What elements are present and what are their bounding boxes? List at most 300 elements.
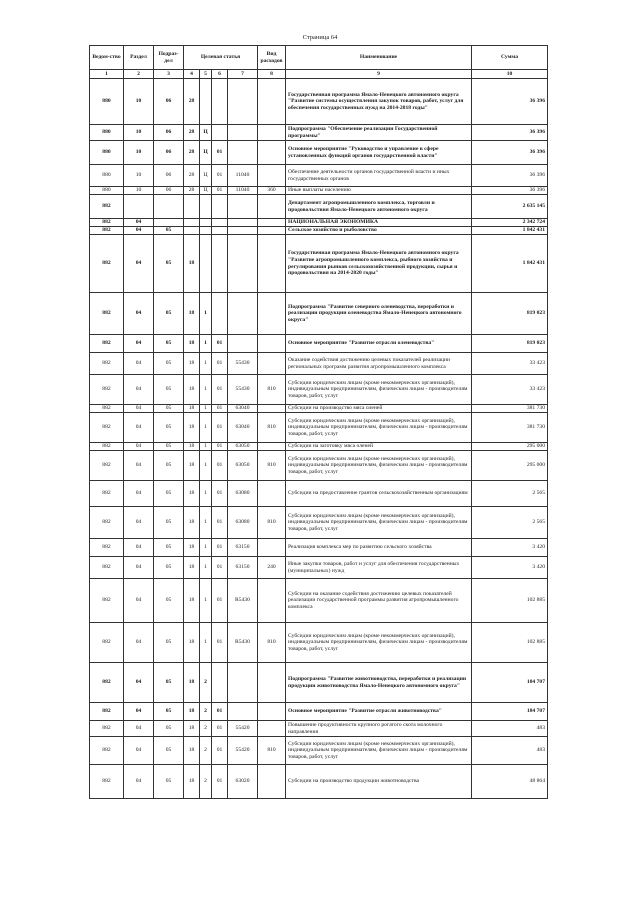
razdel-cell: 04 [124,663,154,703]
direction-cell: R5430 [228,623,258,663]
direction-cell: R5430 [228,579,258,623]
name-cell: Основное мероприятие "Развитие отрасли оленеводства" [286,335,472,353]
vid-cell [258,165,286,187]
event-cell: 01 [212,721,228,737]
event-cell: 01 [212,737,228,765]
program-cell: 18 [184,443,200,451]
table-row [90,443,548,451]
podrazdel-cell: 05 [154,375,184,405]
razdel-cell: 04 [124,557,154,579]
razdel-cell: 04 [124,443,154,451]
program-cell: 18 [184,353,200,375]
podrazdel-cell: 05 [154,227,184,235]
table-row [90,219,548,227]
direction-cell: 11040 [228,187,258,195]
ved-cell: 882 [90,405,124,413]
sum-cell: 33 423 [472,375,548,405]
sum-cell: 2 635 145 [472,195,548,219]
program-cell [184,219,200,227]
sum-cell: 381 730 [472,405,548,413]
podrazdel-cell: 05 [154,765,184,799]
table-row [90,293,548,335]
event-cell: 01 [212,405,228,413]
ved-cell: 882 [90,481,124,507]
column-index-cell: 6 [212,70,228,79]
page-number: Страница 64 [302,34,338,41]
razdel-cell: 04 [124,451,154,481]
ved-cell: 882 [90,539,124,557]
event-cell: 01 [212,623,228,663]
name-cell: Основное мероприятие "Развитие отрасли животноводства" [286,703,472,721]
direction-cell [228,703,258,721]
ved-cell: 882 [90,293,124,335]
event-cell: 01 [212,507,228,539]
table-row [90,195,548,219]
podrazdel-cell: 05 [154,721,184,737]
event-cell: 01 [212,443,228,451]
razdel-cell: 04 [124,765,154,799]
subprogram-cell: 2 [200,663,212,703]
podrazdel-cell: 05 [154,481,184,507]
direction-cell: 63080 [228,507,258,539]
sum-cell: 819 023 [472,335,548,353]
subprogram-cell: 2 [200,703,212,721]
sum-cell: 102 885 [472,623,548,663]
program-cell: 18 [184,481,200,507]
sum-cell: 184 707 [472,703,548,721]
direction-cell: 55430 [228,375,258,405]
podrazdel-cell: 05 [154,663,184,703]
vid-cell [258,227,286,235]
razdel-cell: 04 [124,539,154,557]
direction-cell: 63080 [228,481,258,507]
podrazdel-cell: 06 [154,187,184,195]
ved-cell: 880 [90,79,124,125]
direction-cell: 63150 [228,539,258,557]
razdel-cell: 04 [124,293,154,335]
vid-cell [258,539,286,557]
sum-cell: 184 707 [472,663,548,703]
name-cell: Субсидии юридическим лицам (кроме некоммерческих организаций), индивидуальным предпринимателям, физическим лицам - производителям товаров, работ, услуг [286,507,472,539]
vid-cell: 810 [258,451,286,481]
event-cell [212,219,228,227]
header-vid-raskhodov: Вид расходов [258,46,286,70]
program-cell [184,227,200,235]
column-index-cell: 10 [472,70,548,79]
sum-cell: 483 [472,737,548,765]
razdel-cell: 04 [124,703,154,721]
subprogram-cell: 1 [200,481,212,507]
program-cell: 28 [184,165,200,187]
podrazdel-cell: 05 [154,579,184,623]
razdel-cell: 10 [124,187,154,195]
name-cell: Иные выплаты населению [286,187,472,195]
subprogram-cell: 2 [200,721,212,737]
vid-cell [258,219,286,227]
program-cell: 28 [184,125,200,141]
event-cell [212,195,228,219]
ved-cell: 882 [90,443,124,451]
ved-cell: 882 [90,579,124,623]
event-cell [212,235,228,293]
program-cell: 18 [184,721,200,737]
name-cell: Субсидии на предоставление грантов сельскохозяйственным организациям [286,481,472,507]
podrazdel-cell: 05 [154,413,184,443]
event-cell [212,125,228,141]
name-cell: Оказание содействия достижению целевых показателей реализации региональных программ развития агропромышленного комплекса [286,353,472,375]
event-cell: 01 [212,187,228,195]
vid-cell [258,481,286,507]
sum-cell: 295 000 [472,451,548,481]
vid-cell [258,579,286,623]
vid-cell [258,443,286,451]
program-cell: 18 [184,737,200,765]
subprogram-cell: 1 [200,579,212,623]
name-cell: Обеспечение деятельности органов государственной власти и иных государственных органов [286,165,472,187]
podrazdel-cell: 05 [154,443,184,451]
subprogram-cell: Ц [200,187,212,195]
razdel-cell: 04 [124,507,154,539]
name-cell: Субсидии на производство продукции животноводства [286,765,472,799]
program-cell: 18 [184,765,200,799]
event-cell: 01 [212,539,228,557]
ved-cell: 880 [90,187,124,195]
table-row [90,557,548,579]
razdel-cell: 04 [124,353,154,375]
sum-cell: 36 396 [472,125,548,141]
program-cell: 18 [184,451,200,481]
sum-cell: 295 000 [472,443,548,451]
column-index-cell: 1 [90,70,124,79]
direction-cell [228,79,258,125]
direction-cell [228,125,258,141]
program-cell: 18 [184,375,200,405]
ved-cell: 882 [90,413,124,443]
razdel-cell: 04 [124,375,154,405]
subprogram-cell [200,219,212,227]
event-cell [212,79,228,125]
name-cell: Субсидии на производство мяса оленей [286,405,472,413]
ved-cell: 882 [90,219,124,227]
table-row [90,721,548,737]
column-index-cell: 3 [154,70,184,79]
event-cell: 01 [212,165,228,187]
name-cell: Субсидии на заготовку мяса оленей [286,443,472,451]
header-vedomstvo: Ведом-ство [90,46,124,70]
podrazdel-cell: 05 [154,737,184,765]
podrazdel-cell: 05 [154,623,184,663]
event-cell: 01 [212,579,228,623]
event-cell: 01 [212,353,228,375]
razdel-cell: 10 [124,79,154,125]
podrazdel-cell: 05 [154,703,184,721]
event-cell [212,663,228,703]
podrazdel-cell: 05 [154,235,184,293]
event-cell: 01 [212,141,228,165]
name-cell: Субсидии юридическим лицам (кроме некоммерческих организаций), индивидуальным предпринимателям, физическим лицам - производителям товаров, работ, услуг [286,375,472,405]
vid-cell [258,235,286,293]
subprogram-cell: 1 [200,539,212,557]
table-row [90,353,548,375]
table-row [90,165,548,187]
column-index-cell: 4 [184,70,200,79]
program-cell: 28 [184,141,200,165]
direction-cell: 55430 [228,353,258,375]
event-cell: 01 [212,413,228,443]
table-row [90,227,548,235]
subprogram-cell: 1 [200,405,212,413]
event-cell: 01 [212,451,228,481]
sum-cell: 36 396 [472,79,548,125]
podrazdel-cell: 05 [154,405,184,413]
event-cell [212,227,228,235]
vid-cell: 810 [258,507,286,539]
table-row [90,335,548,353]
subprogram-cell [200,195,212,219]
ved-cell: 882 [90,623,124,663]
program-cell: 18 [184,703,200,721]
header-naimenovanie: Наименование [286,46,472,70]
column-index-cell: 9 [286,70,472,79]
podrazdel-cell: 06 [154,125,184,141]
table-body [90,79,548,799]
program-cell: 18 [184,623,200,663]
table-row [90,703,548,721]
table-row [90,481,548,507]
razdel-cell: 04 [124,623,154,663]
table-row [90,623,548,663]
vid-cell [258,765,286,799]
ved-cell: 880 [90,125,124,141]
name-cell: Государственная программа Ямало-Ненецкого автономного округа "Развитие системы осуществления закупок товаров, работ, услуг для обеспечения государственных нужд на 2014-2018 годы" [286,79,472,125]
column-index-cell: 8 [258,70,286,79]
table-row [90,187,548,195]
subprogram-cell [200,227,212,235]
ved-cell: 880 [90,141,124,165]
direction-cell [228,335,258,353]
vid-cell [258,293,286,335]
vid-cell [258,353,286,375]
name-cell: Сельское хозяйство и рыболовство [286,227,472,235]
program-cell: 18 [184,335,200,353]
column-index-cell: 5 [200,70,212,79]
vid-cell [258,141,286,165]
program-cell: 18 [184,235,200,293]
subprogram-cell: Ц [200,165,212,187]
subprogram-cell: 2 [200,737,212,765]
direction-cell: 63050 [228,443,258,451]
table-row [90,141,548,165]
sum-cell: 1 842 431 [472,227,548,235]
sum-cell: 36 396 [472,141,548,165]
subprogram-cell: Ц [200,141,212,165]
event-cell: 01 [212,703,228,721]
header-podrazdel: Подраз-дел [154,46,184,70]
column-index-cell: 7 [228,70,258,79]
direction-cell [228,663,258,703]
table-row [90,413,548,443]
sum-cell: 819 023 [472,293,548,335]
sum-cell: 2 565 [472,507,548,539]
razdel-cell [124,195,154,219]
vid-cell: 810 [258,737,286,765]
name-cell: Иные закупки товаров, работ и услуг для обеспечения государственных (муниципальных) нужд [286,557,472,579]
sum-cell: 483 [472,721,548,737]
ved-cell: 882 [90,353,124,375]
podrazdel-cell: 05 [154,507,184,539]
direction-cell [228,141,258,165]
ved-cell: 882 [90,703,124,721]
table-row [90,737,548,765]
table-row [90,125,548,141]
sum-cell: 3 420 [472,539,548,557]
name-cell: Повышение продуктивности крупного рогатого скота молочного направления [286,721,472,737]
podrazdel-cell: 05 [154,353,184,375]
ved-cell: 882 [90,557,124,579]
subprogram-cell: 1 [200,557,212,579]
name-cell: НАЦИОНАЛЬНАЯ ЭКОНОМИКА [286,219,472,227]
header-summa: Сумма [472,46,548,70]
razdel-cell: 04 [124,579,154,623]
podrazdel-cell: 05 [154,293,184,335]
name-cell: Субсидии юридическим лицам (кроме некоммерческих организаций), индивидуальным предпринимателям, физическим лицам - производителям товаров, работ, услуг [286,451,472,481]
sum-cell: 36 396 [472,165,548,187]
event-cell: 01 [212,557,228,579]
name-cell: Субсидии на оказание содействия достижению целевых показателей реализации государственной программы развития агропромышленного комплекса [286,579,472,623]
table-row [90,375,548,405]
subprogram-cell: 1 [200,451,212,481]
program-cell [184,195,200,219]
ved-cell: 882 [90,737,124,765]
ved-cell: 882 [90,507,124,539]
column-index-row [90,70,548,79]
razdel-cell: 04 [124,405,154,413]
table-row [90,235,548,293]
podrazdel-cell: 05 [154,335,184,353]
table-row [90,507,548,539]
program-cell: 18 [184,579,200,623]
subprogram-cell [200,79,212,125]
ved-cell: 882 [90,451,124,481]
direction-cell [228,293,258,335]
podrazdel-cell: 06 [154,79,184,125]
ved-cell: 882 [90,195,124,219]
sum-cell: 36 396 [472,187,548,195]
ved-cell: 882 [90,235,124,293]
podrazdel-cell [154,219,184,227]
razdel-cell: 04 [124,335,154,353]
subprogram-cell [200,235,212,293]
column-index-cell: 2 [124,70,154,79]
subprogram-cell: Ц [200,125,212,141]
ved-cell: 882 [90,227,124,235]
razdel-cell: 04 [124,737,154,765]
razdel-cell: 04 [124,235,154,293]
program-cell: 18 [184,663,200,703]
program-cell: 18 [184,539,200,557]
name-cell: Реализация комплекса мер по развитию сельского хозяйства [286,539,472,557]
vid-cell: 240 [258,557,286,579]
table-row [90,663,548,703]
sum-cell: 381 730 [472,413,548,443]
direction-cell: 11040 [228,165,258,187]
razdel-cell: 04 [124,219,154,227]
podrazdel-cell [154,195,184,219]
razdel-cell: 04 [124,481,154,507]
program-cell: 18 [184,405,200,413]
razdel-cell: 04 [124,413,154,443]
sum-cell: 3 420 [472,557,548,579]
vid-cell: 810 [258,375,286,405]
vid-cell: 360 [258,187,286,195]
program-cell: 28 [184,79,200,125]
sum-cell: 102 885 [472,579,548,623]
direction-cell [228,227,258,235]
subprogram-cell: 1 [200,623,212,663]
direction-cell: 55420 [228,721,258,737]
sum-cell: 33 423 [472,353,548,375]
event-cell: 01 [212,375,228,405]
program-cell: 18 [184,507,200,539]
razdel-cell: 10 [124,125,154,141]
program-cell: 28 [184,187,200,195]
program-cell: 18 [184,557,200,579]
ved-cell: 880 [90,165,124,187]
program-cell: 18 [184,413,200,443]
ved-cell: 882 [90,375,124,405]
table-row [90,539,548,557]
ved-cell: 882 [90,721,124,737]
event-cell: 01 [212,765,228,799]
name-cell: Подпрограмма "Развитие северного оленеводства, переработки и реализации продукции оленеводства Ямало-Ненецкого автономного округа" [286,293,472,335]
podrazdel-cell: 05 [154,557,184,579]
vid-cell [258,195,286,219]
direction-cell: 63040 [228,413,258,443]
vid-cell [258,721,286,737]
direction-cell: 63050 [228,451,258,481]
podrazdel-cell: 05 [154,451,184,481]
ved-cell: 882 [90,335,124,353]
subprogram-cell: 1 [200,335,212,353]
podrazdel-cell: 06 [154,141,184,165]
vid-cell [258,663,286,703]
table-row [90,451,548,481]
event-cell [212,293,228,335]
name-cell: Департамент агропромышленного комплекса, торговли и продовольствия Ямало-Ненецкого автономного округа [286,195,472,219]
subprogram-cell: 1 [200,293,212,335]
ved-cell: 882 [90,663,124,703]
direction-cell [228,235,258,293]
direction-cell [228,219,258,227]
table-row [90,79,548,125]
sum-cell: 2 565 [472,481,548,507]
direction-cell: 63150 [228,557,258,579]
subprogram-cell: 2 [200,765,212,799]
event-cell: 01 [212,481,228,507]
razdel-cell: 04 [124,721,154,737]
vid-cell [258,125,286,141]
sum-cell: 2 342 724 [472,219,548,227]
program-cell: 18 [184,293,200,335]
vid-cell [258,405,286,413]
razdel-cell: 10 [124,141,154,165]
subprogram-cell: 1 [200,507,212,539]
subprogram-cell: 1 [200,353,212,375]
subprogram-cell: 1 [200,443,212,451]
subprogram-cell: 1 [200,375,212,405]
sum-cell: 1 842 431 [472,235,548,293]
vid-cell: 810 [258,623,286,663]
